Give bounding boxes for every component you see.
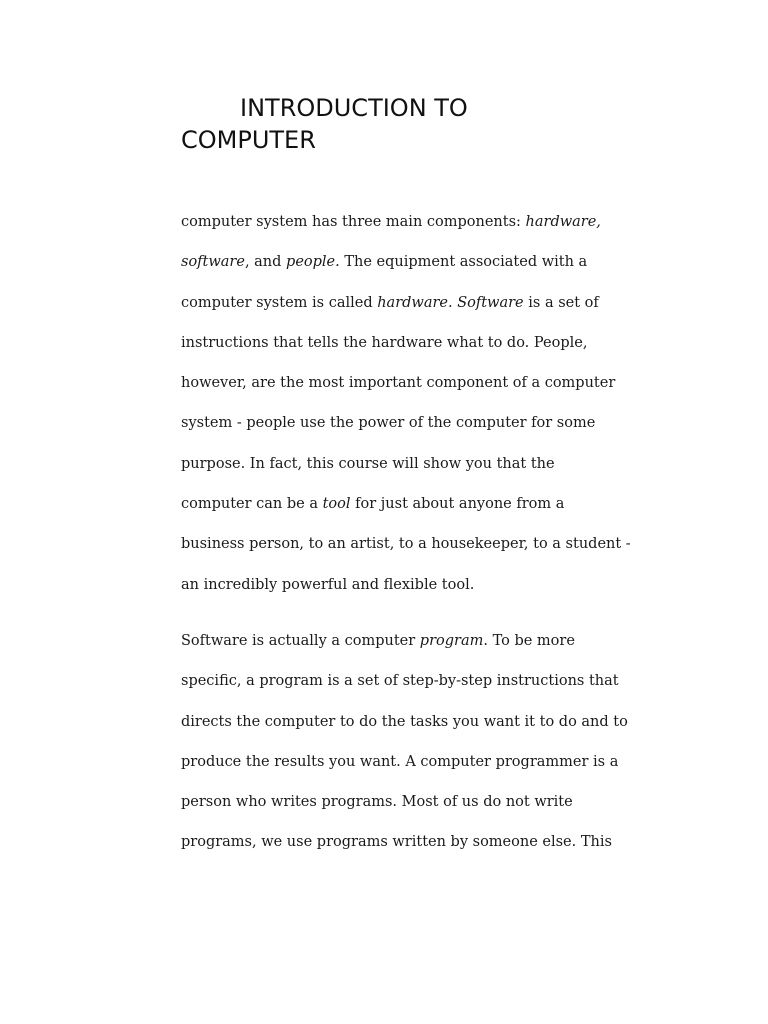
document-title: INTRODUCTION TO COMPUTER: [181, 94, 468, 154]
text-run: business person, to an artist, to a housekeeper, to a student -: [181, 536, 631, 553]
text-run: The equipment associated with a: [339, 254, 588, 271]
paragraph-line: [181, 621, 601, 661]
text-run: Software is actually a computer: [181, 633, 420, 649]
text-run: however, are the most important component of a computer: [181, 375, 616, 392]
paragraph-software: [181, 621, 628, 863]
italic-run: software: [181, 254, 245, 271]
paragraph-line: [181, 661, 619, 701]
paragraph-components: [181, 202, 631, 605]
text-run: produce the results you want. A computer programmer is a: [181, 753, 619, 770]
text-run: specific, a program is a set of step-by-step instructions that: [181, 673, 619, 690]
text-run: programs, we use programs written by someone else. This: [181, 834, 612, 851]
paragraph-line: [181, 444, 601, 484]
text-run: computer system is called: [181, 294, 378, 311]
text-run: an incredibly powerful and flexible tool.: [181, 576, 475, 593]
italic-run: hardware. Software: [377, 294, 524, 311]
paragraph-line: [181, 782, 601, 822]
paragraph-line: [181, 524, 631, 564]
paragraph-line: [181, 742, 619, 782]
paragraph-line: [181, 283, 601, 323]
paragraph-line: [181, 202, 601, 242]
italic-run: people.: [286, 254, 340, 271]
paragraph-line: [181, 702, 628, 742]
text-run: . To be more: [483, 633, 575, 649]
paragraph-line: [181, 484, 601, 524]
text-run: directs the computer to do the tasks you want it to do and to: [181, 713, 628, 730]
text-run: system - people use the power of the computer for some: [181, 415, 596, 432]
text-run: purpose. In fact, this course will show you that the: [181, 455, 555, 472]
text-run: instructions that tells the hardware what to do. People,: [181, 334, 588, 351]
text-run: computer can be a: [181, 496, 323, 513]
italic-run: tool: [322, 496, 351, 513]
paragraph-line: [181, 323, 601, 363]
italic-run: program: [419, 633, 484, 649]
paragraph-line: [181, 403, 601, 443]
paragraph-line: [181, 822, 612, 862]
paragraph-line: [181, 363, 616, 403]
text-run: computer system has three main components:: [181, 214, 526, 230]
paragraph-line: [181, 242, 601, 282]
text-run: for just about anyone from a: [350, 496, 565, 513]
text-run: person who writes programs. Most of us do not write: [181, 794, 573, 811]
text-run: , and: [244, 254, 287, 271]
italic-run: hardware,: [525, 214, 601, 230]
paragraph-line: [181, 565, 601, 605]
text-run: is a set of: [523, 294, 599, 311]
